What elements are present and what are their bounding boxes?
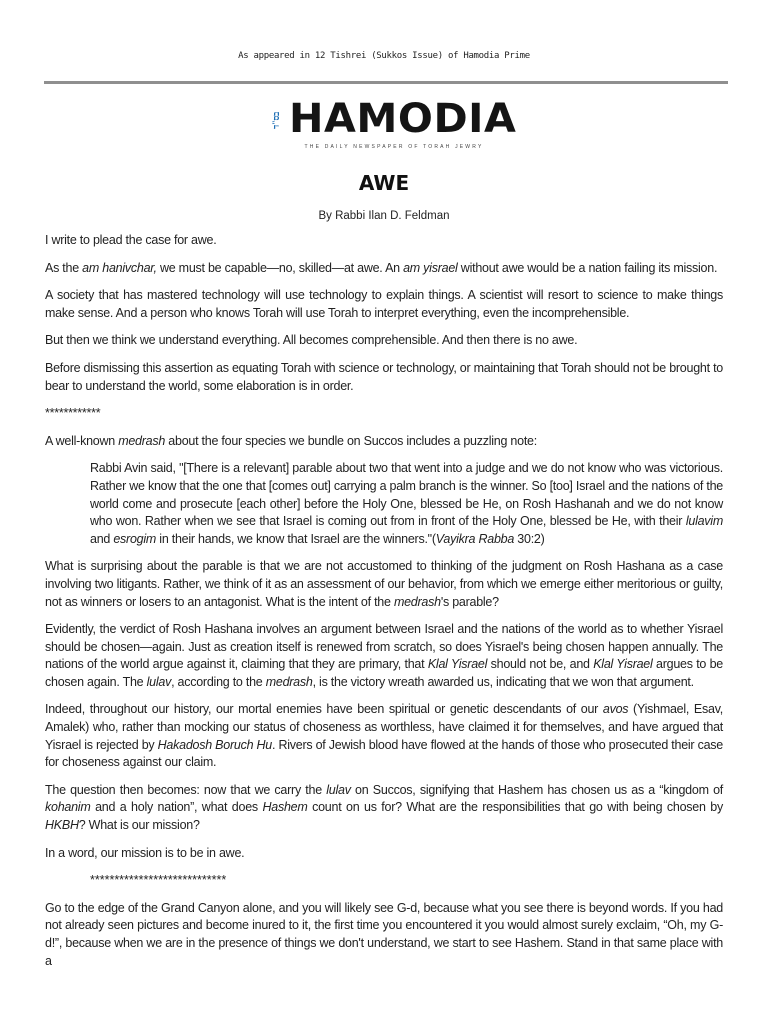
article-title: AWE: [358, 171, 410, 195]
paragraph: A society that has mastered technology will use technology to explain things. A scientist will resort to science to make things make sense. And a person who knows Torah will use Torah to interpret everything, even the incomprehensible.: [45, 288, 723, 320]
paragraph: Before dismissing this assertion as equating Torah with science or technology, or maintaining that Torah should not be brought to bear to understand the world, some elaboration is in order.: [45, 360, 723, 393]
header-divider: [44, 81, 728, 84]
paragraph: Indeed, throughout our history, our mortal enemies have been spiritual or genetic descendants of our avos (Yishmael, Esav, Amalek) who, rather than mocking our status of choseness as worthless, have claimed it for themselves, and have argued that Yisrael is rejected by Hakadosh Boruch Hu. Rivers of Jewish blood have flowed at the hands of those who prosecuted their case for choseness against our claim.: [45, 702, 723, 770]
paragraph: But then we think we understand everything. All becomes comprehensible. And then there is no awe.: [45, 333, 578, 348]
paragraph: Evidently, the verdict of Rosh Hashana involves an argument between Israel and the nations of the world as to whether Yisrael should be chosen—again. Just as creation itself is renewed from scratch, so does Yisrael's being chosen happen annually. The nations of the world argue against it, claiming that they are primary, that Klal Yisrael should not be, and Klal Yisrael argues to be chosen again. The lulav, according to the medrash, is the victory wreath awarded us, indicating that we won that argument.: [45, 622, 724, 689]
paragraph: As the am hanivchar, we must be capable—no, skilled—at awe. An am yisrael without awe would be a nation failing its mission.: [45, 260, 718, 275]
section-separator: ****************************: [90, 873, 227, 888]
article-body: [45, 232, 723, 980]
paragraph: A well-known medrash about the four species we bundle on Succos includes a puzzling note:: [45, 433, 537, 448]
article-byline: By Rabbi Ilan D. Feldman: [318, 210, 450, 222]
publication-note: As appeared in 12 Tishrei (Sukkos Issue) of Hamodia Prime: [238, 51, 530, 61]
logo-wordmark: HAMODIA: [289, 96, 517, 142]
block-quote: Rabbi Avin said, "[There is a relevant] parable about two that went into a judge and we do not know who was victorious. Rather we know that the one that [comes out] carrying a palm branch is the winner. So [too] Israel and the nations of the world come and prosecute [each other] before the Holy One, blessed be He, on Rosh Hashanah and we do not know who won. Rather when we see that Israel is coming out from in front of the Holy One, blessed be He, with their lulavim and esrogim in their hands, we know that Israel are the winners."(Vayikra Rabba 30:2): [90, 461, 723, 546]
paragraph: In a word, our mission is to be in awe.: [45, 845, 245, 860]
section-separator: ************: [45, 406, 101, 421]
paragraph: I write to plead the case for awe.: [45, 233, 217, 247]
paragraph: Go to the edge of the Grand Canyon alone, and you will likely see G-d, because what you see there is beyond words. If you had not already seen pictures and become inured to it, the first time you encountered it you would almost surely exclaim, “Oh, my G-d!”, because when we are in the presence of things we don't understand, we start to see Hashem. Stand in that same place with a: [45, 900, 723, 968]
hamodia-logo: [271, 96, 517, 157]
logo-tagline: THE DAILY NEWSPAPER OF TORAH JEWRY: [304, 144, 484, 150]
paragraph: The question then becomes: now that we carry the lulav on Succos, signifying that Hashem has chosen us as a “kingdom of kohanim and a holy nation”, what does Hashem count on us for? What are the responsibilities that go with being chosen by HKBH? What is our mission?: [45, 782, 724, 833]
logo-hebrew-mark: בס"ד: [271, 112, 281, 130]
paragraph: What is surprising about the parable is that we are not accustomed to thinking of the judgment on Rosh Hashana as a case involving two litigants. Rather, we think of it as an assessment of our behavior, from which we emerge either meritorious or guilty, not as winners or losers to an antagonist. What is the intent of the medrash's parable?: [45, 559, 723, 609]
